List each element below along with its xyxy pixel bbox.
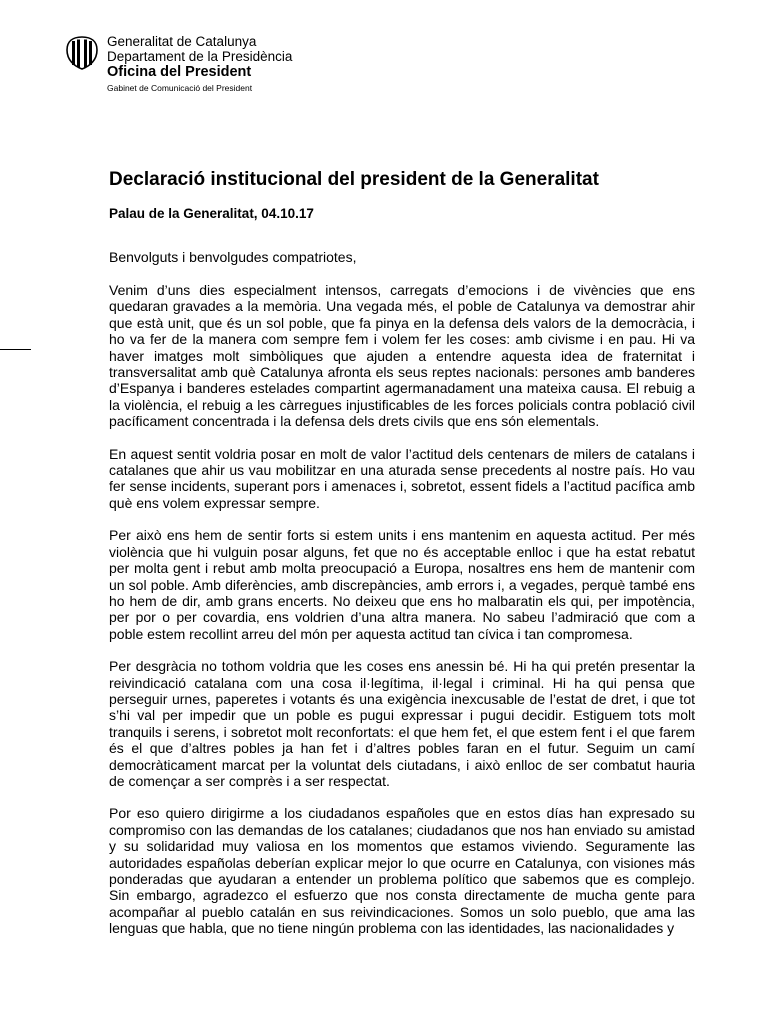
document-body	[109, 168, 695, 937]
org-line-office: Oficina del President	[107, 64, 252, 80]
paragraph-1: Venim d’uns dies especialment intensos, carregats d’emocions i de vivències que ens quedaran gravades a la memòria. Una vegada més, el poble de Catalunya va demostrar ahir que està unit, que és un sol poble, que fa pinya en la defensa dels valors de la democràcia, i ho va fer de la manera com sempre fem i volem fer les coses: amb civisme i en pau. Hi va haver imatges molt simbòliques que ajuden a entendre aquesta idea de fraternitat i transversalitat amb què Catalunya afronta els seus reptes nacionals: persones amb banderes d’Espanya i banderes estelades compartint agermanadament una mateixa causa. El rebuig a la violència, el rebuig a les càrregues injustificables de les forces policials contra població civil pacíficament concentrada i la defensa dels drets civils que ens són elementals.	[109, 282, 695, 430]
place-date: Palau de la Generalitat, 04.10.17	[109, 206, 314, 221]
generalitat-logo	[66, 36, 98, 70]
paragraph-4: Per desgràcia no tothom voldria que les coses ens anessin bé. Hi ha qui pretén presentar la reivindicació catalana com una cosa il·legítima, il·legal i criminal. Hi ha qui pensa que perseguir urnes, paperetes i votants és una exigència inexcusable de l’estat de dret, i que tot s’hi val per impedir que un poble es pugui expressar i pugui decidir. Estiguem tots molt tranquils i serens, i sobretot molt reconfortats: el que hem fet, el que estem fent i el que farem és el que d’altres pobles ja han fet i d’altres pobles faran en el futur. Seguim un camí democràticament marcat per la voluntat dels ciutadans, i això enlloc de ser combatut hauria de començar a ser comprès i a ser respectat.	[109, 658, 695, 789]
paragraph-3: Per això ens hem de sentir forts si estem units i ens mantenim en aquesta actitud. Per més violència que hi vulguin posar alguns, fet que no és acceptable enlloc i que ha estat rebatut per molta gent i rebut amb molta preocupació a Europa, nosaltres ens hem de mantenir com un sol poble. Amb diferències, amb discrepàncies, amb errors i, a vegades, perquè també ens ho hem de dir, amb grans encerts. No deixeu que ens ho malbaratin els qui, per impotència, per por o per covardia, ens voldrien d’una altra manera. No sabeu l’admiració que com a poble estem recollint arreu del món per aquesta actitud tan cívica i tan compromesa.	[109, 527, 695, 642]
letterhead	[66, 32, 386, 96]
organization-block	[107, 34, 292, 95]
document-title: Declaració institucional del president de la Generalitat	[109, 169, 599, 190]
org-line-department: Departament de la Presidència	[107, 49, 293, 64]
org-line-generalitat: Generalitat de Catalunya	[107, 34, 257, 49]
greeting: Benvolguts i benvolgudes compatriotes,	[109, 249, 357, 265]
paragraph-5: Por eso quiero dirigirme a los ciudadanos españoles que en estos días han expresado su compromiso con las demandas de los catalanes; ciudadanos que nos han enviado su amistad y su solidaridad muy valiosa en los momentos que estamos viviendo. Seguramente las autoridades españolas deberían explicar mejor lo que ocurre en Catalunya, con visiones más ponderadas que ayudaran a entender un problema político que sabemos que es complejo. Sin embargo, agradezco el esfuerzo que nos consta directamente de mucha gente para acompañar al pueblo catalán en sus reivindicaciones. Somos un solo pueblo, que ama las lenguas que habla, que no tiene ningún problema con las identidades, las nacionalidades y	[109, 805, 695, 937]
paragraph-2: En aquest sentit voldria posar en molt de valor l’actitud dels centenars de milers de catalans i catalanes que ahir us vau mobilitzar en una aturada sense precedents al nostre país. Ho vau fer sense incidents, superant pors i amenaces i, sobretot, essent fidels a l’actitud pacífica amb què ens volem expressar sempre.	[109, 445, 695, 511]
fold-mark	[0, 349, 31, 350]
org-line-cabinet: Gabinet de Comunicació del President	[107, 83, 253, 93]
